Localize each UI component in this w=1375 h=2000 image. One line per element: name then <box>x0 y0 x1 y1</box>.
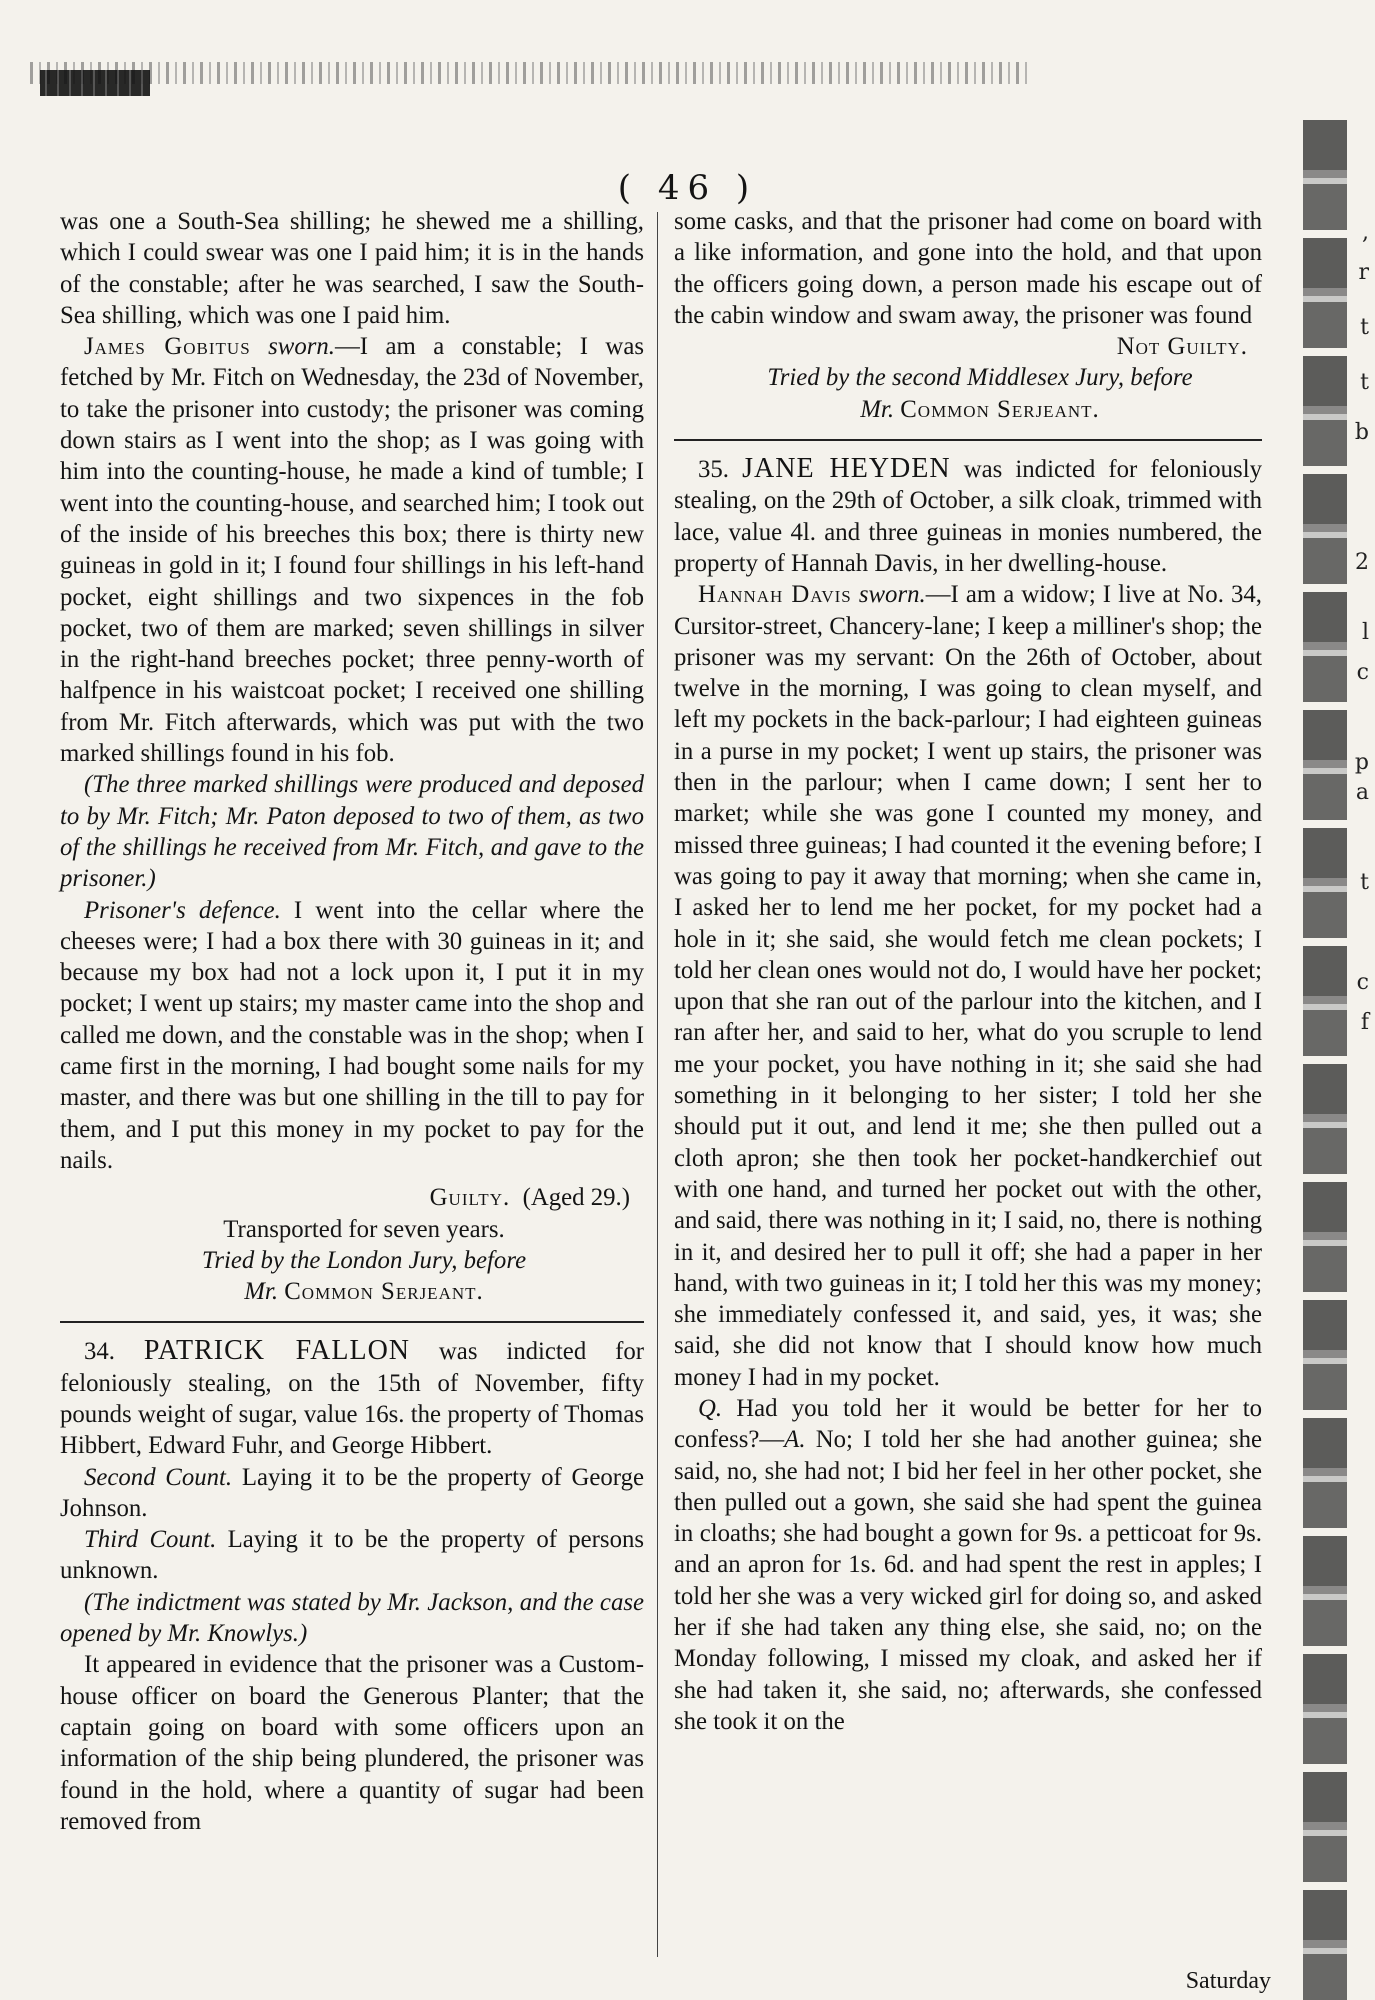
witness-name: James Gobitus <box>84 333 251 361</box>
judge-prefix: Mr. <box>860 395 895 423</box>
column-divider <box>657 212 658 1957</box>
court-note: (The indictment was stated by Mr. Jackson, and the case opened by Mr. Knowlys.) <box>60 1588 644 1648</box>
case-number: 35. <box>698 456 729 484</box>
court-note: (The three marked shillings were produced and deposed to by Mr. Fitch; Mr. Paton deposed to two of them, as two of the shillings he received from Mr. Fitch, and gave to the prisoner.) <box>60 771 644 893</box>
verdict <box>60 1182 644 1213</box>
before-judge <box>674 394 1262 425</box>
before-judge <box>60 1276 644 1307</box>
judge-name: Common Serjeant. <box>284 1278 484 1306</box>
indictment-text: was indicted for feloniously stealing, on the 29th of October, a silk cloak, trimmed with lace, value 4l. and three guineas in monies numbered, the property of Hannah Davis, in her dwelling-house. <box>674 456 1262 577</box>
section-rule <box>60 1321 644 1323</box>
tried-by: Tried by the second Middlesex Jury, before <box>767 364 1193 392</box>
answer-text: No; I told her she had another guinea; she said, no, she had not; I bid her feel in her other pocket, she then pulled out a gown, she said she had spent the guinea in cloaths; she had bought a gown for 9s. a petticoat for 9s. and an apron for 1s. 6d. and had spent the rest in apples; I told her she was a very wicked girl for doing so, and asked her if she had taken any thing else, she said, no; on the Monday following, I missed my cloak, and asked her if she had taken it, she said, no; afterwards, she confessed she took it on the <box>674 1426 1262 1735</box>
judge-name: Common Serjeant. <box>900 395 1100 423</box>
defence-label: Prisoner's defence. <box>84 896 281 924</box>
catchword: Saturday <box>1185 1968 1271 1994</box>
testimony-text: —I am a constable; I was fetched by Mr. Fitch on Wednesday, the 23d of November, to take the prisoner into custody; the prisoner was coming down stairs as I went into the shop; as I was going with him into the counting-house, he made a kind of tumble; I went into the counting-house, and searched him; I took out of the inside of his breeches this box; there is thirty new guineas in gold in it; I found four shillings in his left-hand pocket, eight shillings and two sixpences in the fob pocket, two of them are marked; seven shillings in silver in the right-hand breeches pocket; three penny-worth of halfpence in his waistcoat pocket; I received one shilling from Mr. Fitch afterwards, which was put with the two marked shillings found in his fob. <box>60 333 644 768</box>
witness-name: Hannah Davis <box>698 581 852 609</box>
evidence-paragraph: It appeared in evidence that the prisoner was a Custom-house officer on board the Generous Planter; that the captain going on board with some officers upon an information of the ship being plundered, the prisoner was found in the hold, where a quantity of sugar had been removed from <box>60 1651 644 1835</box>
testimony-paragraph <box>674 579 1262 1393</box>
paragraph: was one a South-Sea shilling; he shewed me a shilling, which I could swear was one I paid him; it is in the hands of the constable; after he was searched, I saw the South-Sea shilling, which was one I paid him. <box>60 208 644 329</box>
top-scan-mark <box>40 70 150 96</box>
question-text: Had you told her it would be better for her to confess? <box>674 1394 1262 1454</box>
paragraph: some casks, and that the prisoner had come on board with a like information, and gone into the hold, and that upon the officers going down, a person made his escape out of the cabin window and swam away, the prisoner was found <box>674 208 1262 329</box>
case-heading <box>60 1335 644 1461</box>
count-label: Second Count. <box>84 1463 233 1491</box>
facing-page-edge: , r t t b 2 l c p a t c f <box>1354 220 1369 1035</box>
testimony-paragraph <box>60 331 644 769</box>
right-column <box>674 206 1262 1737</box>
question-answer: Q. Had you told her it would be better for her to confess?—A. No; I told her she had another guinea; she said, no, she had not; I bid her feel in her other pocket, she then pulled out a gown, she said she had spent the guinea in cloaths; she had bought a gown for 9s. a petticoat for 9s. and an apron for 1s. 6d. and had spent the rest in apples; I told her she was a very wicked girl for doing so, and asked her if she had taken any thing else, she said, no; on the Monday following, I missed my cloak, and asked her if she had taken it, she said, no; afterwards, she confessed she took it on the <box>674 1394 1262 1735</box>
page-number: ( 46 ) <box>617 168 758 208</box>
judge-prefix: Mr. <box>244 1278 279 1306</box>
case-number: 34. <box>84 1338 115 1366</box>
sworn-label: sworn. <box>268 333 335 361</box>
tried-by: Tried by the London Jury, before <box>201 1246 527 1274</box>
count-paragraph <box>60 1462 644 1525</box>
verdict-age: (Aged 29.) <box>522 1184 630 1212</box>
verdict-word: Guilty. <box>429 1184 511 1212</box>
defence-text: I went into the cellar where the cheeses were; I had a box there with 30 guineas in it; and because my box had not a lock upon it, I put it in my pocket; I went up stairs; my master came into the shop and called me down, and the constable was in the shop; when I came first in the morning, I had bought some nails for my master, and there was but one shilling in the till to pay for them, and I put this money in my pocket to pay for the nails. <box>60 896 644 1174</box>
defendant-name: JANE HEYDEN <box>742 453 951 485</box>
verdict-word: Not Guilty. <box>1116 333 1248 361</box>
defendant-name: PATRICK FALLON <box>143 1335 411 1367</box>
left-column <box>60 206 644 1837</box>
count-text: Laying it to be the property of George Johnson. <box>60 1463 644 1522</box>
case-heading <box>674 453 1262 579</box>
count-text: Laying it to be the property of persons unknown. <box>60 1526 645 1585</box>
defence-paragraph <box>60 895 644 1177</box>
verdict <box>674 331 1262 362</box>
sentence: Transported for seven years. <box>223 1215 505 1243</box>
section-rule <box>674 439 1262 441</box>
top-scan-noise <box>30 62 1030 84</box>
sworn-label: sworn. <box>858 581 926 609</box>
testimony-text: —I am a widow; I live at No. 34, Cursitor-street, Chancery-lane; I keep a milliner's shop; the prisoner was my servant: On the 26th of October, about twelve in the morning, I was going to clean myself, and left my pockets in the back-parlour; I had eighteen guineas in a purse in my pocket; I went up stairs, the prisoner was then in the parlour; when I came down; I sent her to market; while she was gone I counted my money, and missed three guineas; I had counted it the evening before; I was going to pay it away that morning; when she came in, I asked her to lend me her pocket, for my pocket had a hole in it; she said, she would fetch me clean pockets; I told her clean ones would not do, I would have her pocket; upon that she ran out of the parlour into the kitchen, and I ran after her, and said to her, what do you scruple to lend me your pocket, you have nothing in it; she said she had something in it belonging to her sister; I told her she should put it out, and lend it me; she then pulled out a cloth apron; she then took her pocket-handkerchief out with one hand, and turned her pocket out with the other, and said, there was nothing in it; I said, no, there is nothing in it, and desired her to pull it off; she had a paper in her hand, with two guineas in it; I told her this was my money; she immediately confessed it, and said, yes, it was; she said, she did not know that I should know how much money I had in my pocket. <box>674 581 1262 1391</box>
indictment-text: was indicted for feloniously stealing, on the 15th of November, fifty pounds weight of sugar, value 16s. the property of Thomas Hibbert, Edward Fuhr, and George Hibbert. <box>60 1338 644 1460</box>
count-label: Third Count. <box>84 1526 217 1554</box>
answer-label: A. <box>784 1426 806 1454</box>
count-paragraph <box>60 1524 644 1587</box>
question-label: Q. <box>698 1394 723 1422</box>
binding-gutter <box>1303 120 1347 2000</box>
